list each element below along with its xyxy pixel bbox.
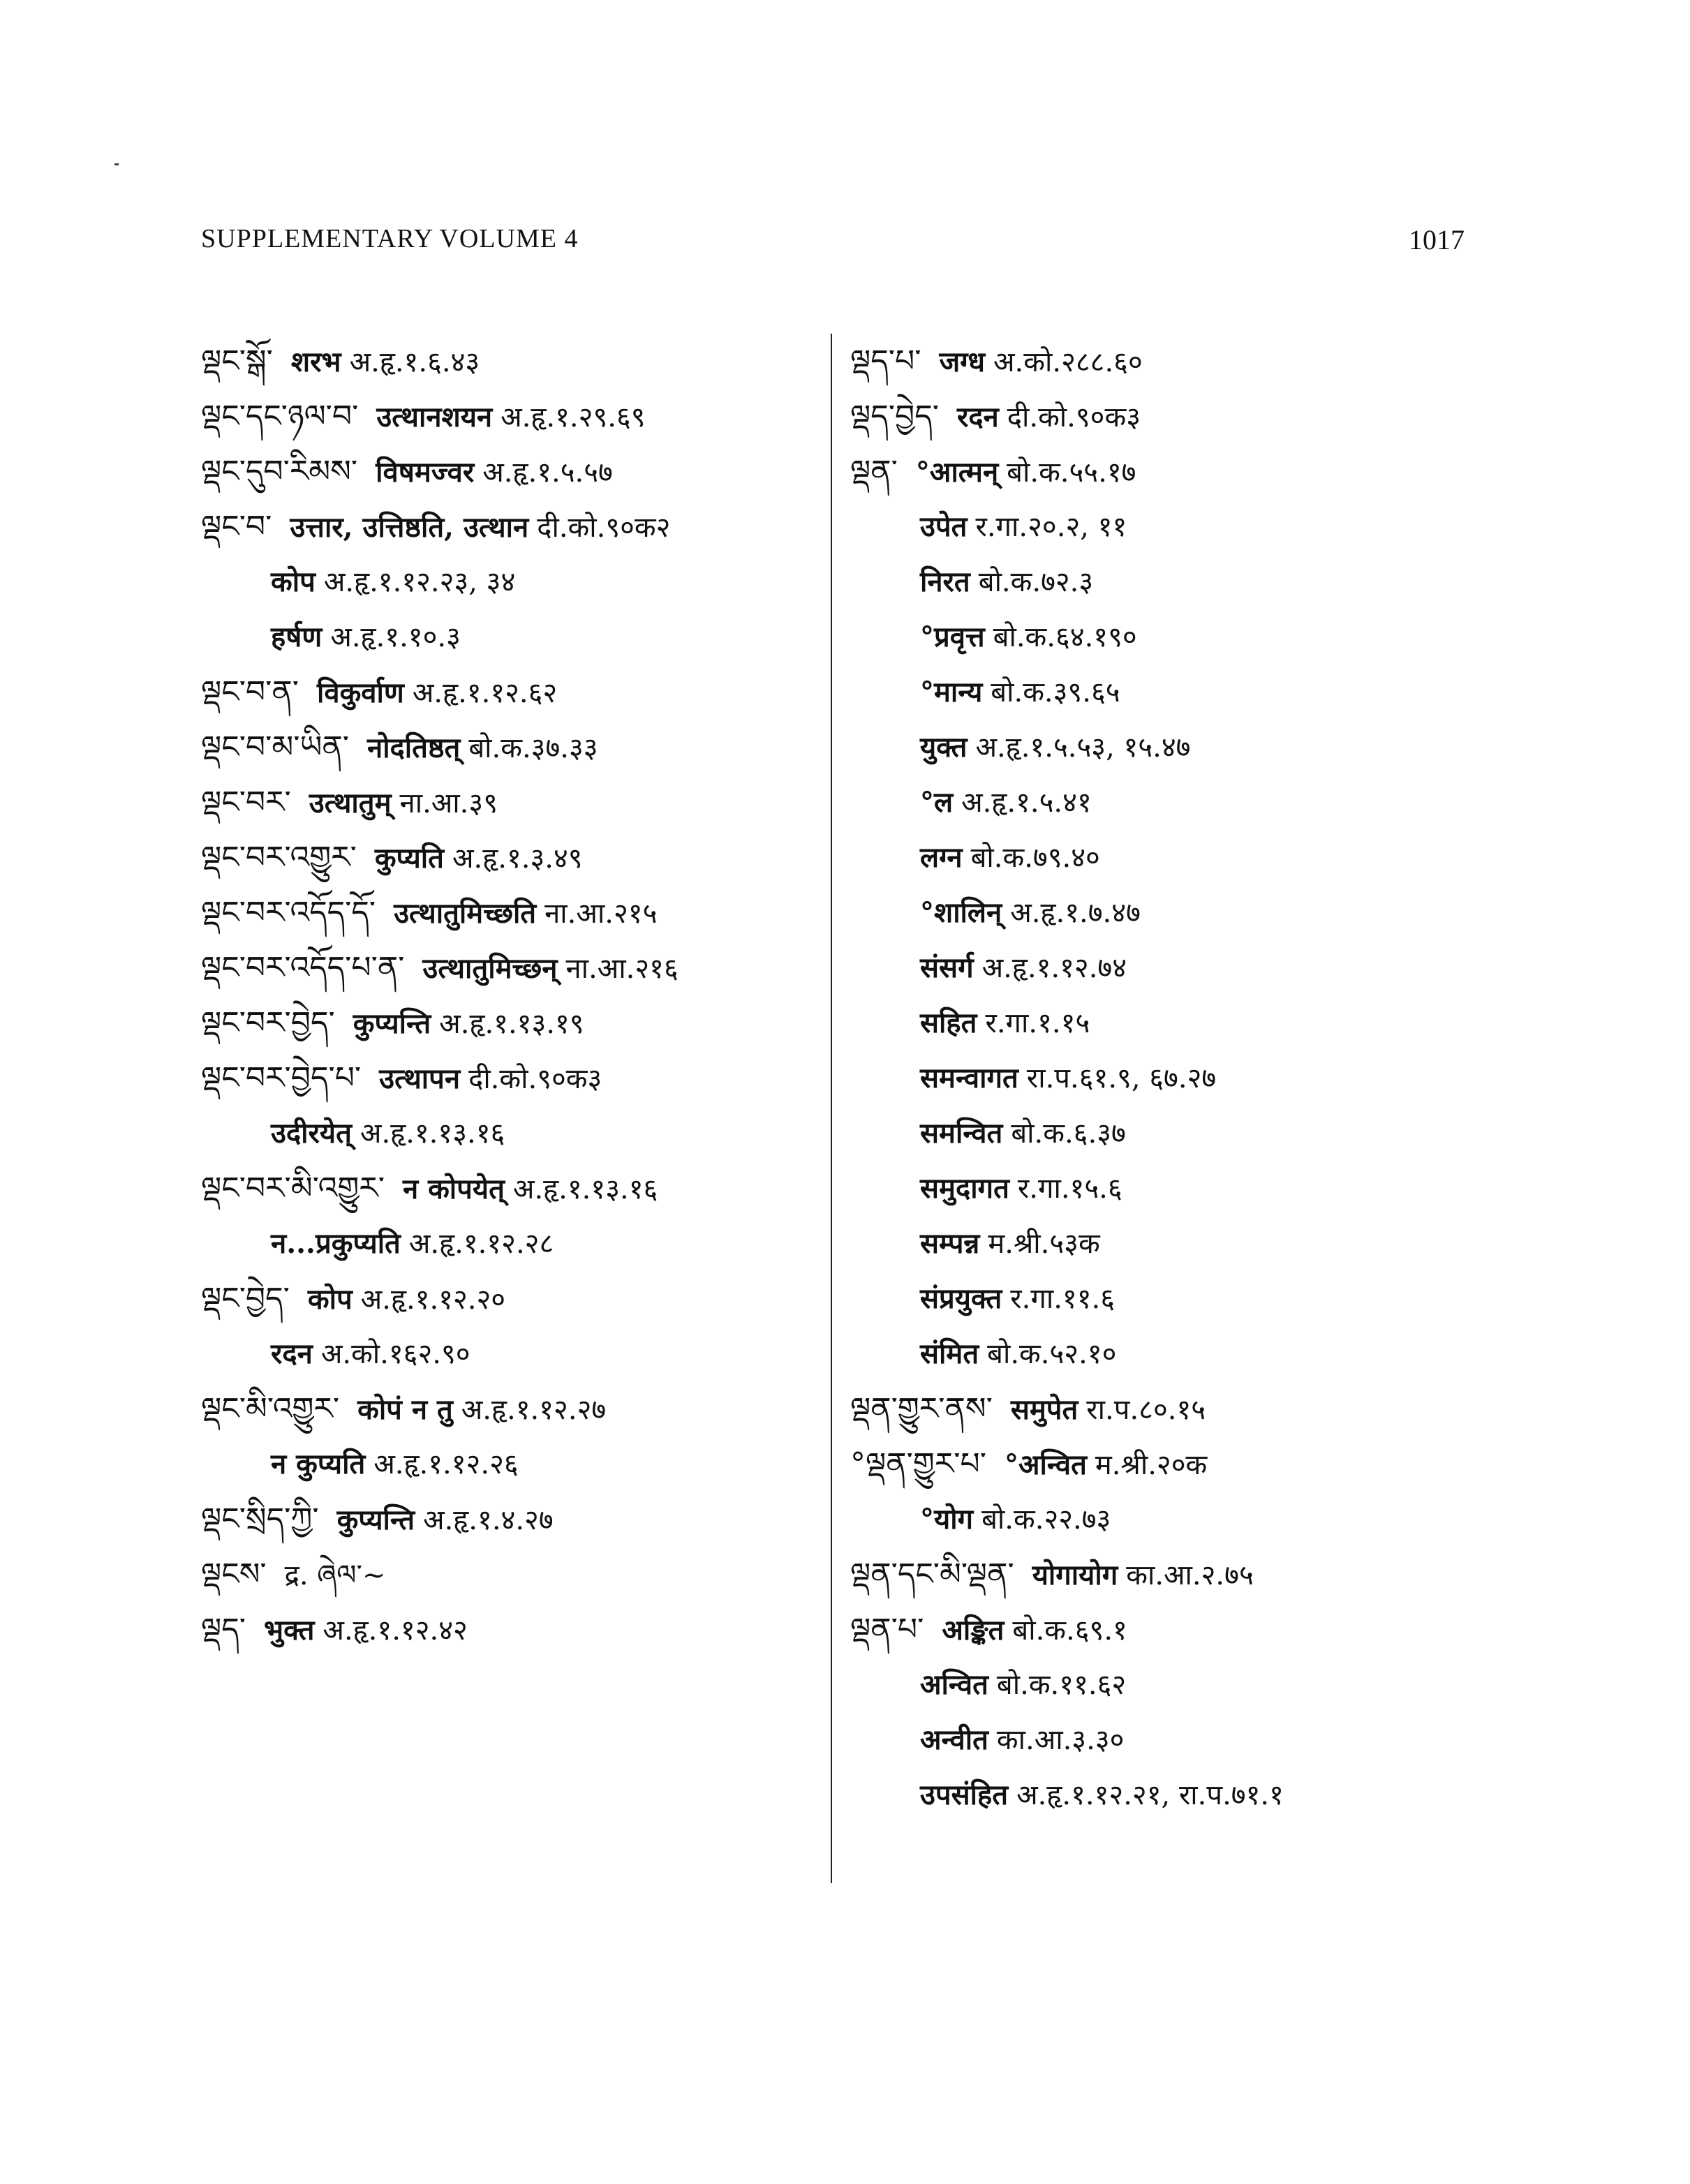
sanskrit-term: °प्रवृत्त <box>920 621 985 653</box>
sanskrit-term: उपसंहित <box>920 1778 1009 1811</box>
source-reference: अ.हृ.१.५.४१ <box>961 787 1092 819</box>
source-reference: र.गा.१५.६ <box>1017 1173 1122 1205</box>
dictionary-entry <box>201 1492 829 1547</box>
sub-entry <box>850 1657 1478 1712</box>
source-reference: अ.हृ.१.३.४९ <box>452 842 583 875</box>
sanskrit-term: उत्थातुम् <box>309 787 392 819</box>
source-reference: अ.हृ.१.१२.६२ <box>412 677 558 709</box>
source-reference: ना.आ.२१५ <box>544 898 658 930</box>
sub-entry <box>850 1326 1478 1381</box>
dictionary-entry <box>201 389 829 444</box>
source-reference: अ.हृ.१.१३.१६ <box>512 1173 658 1205</box>
sanskrit-term: समुपेत <box>1010 1393 1079 1426</box>
tibetan-headword: ལྡང་བྱེད་ <box>201 1281 290 1316</box>
source-reference: बो.क.६४.१९० <box>993 621 1137 653</box>
tibetan-headword: ལྡང་དུབ་རིམས་ <box>201 454 358 489</box>
source-reference: अ.हृ.१.२९.६९ <box>501 401 646 433</box>
sub-entry <box>850 554 1478 609</box>
source-reference: बो.क.३९.६५ <box>991 676 1120 708</box>
sub-entry <box>201 554 829 609</box>
sanskrit-term: कुप्यति <box>374 842 444 875</box>
sanskrit-term: समन्वागत <box>920 1062 1018 1094</box>
source-reference: अ.हृ.१.१२.२० <box>360 1284 506 1316</box>
sub-entry <box>850 664 1478 720</box>
source-reference: का.आ.२.७५ <box>1126 1559 1254 1591</box>
sub-entry <box>850 1050 1478 1106</box>
tibetan-headword: ལྡན་པ་ <box>850 1612 924 1647</box>
dictionary-entry <box>201 334 829 389</box>
source-reference: ना.आ.२१६ <box>565 953 679 985</box>
sanskrit-term: कुप्यन्ति <box>353 1007 431 1040</box>
source-reference: र.गा.२०.२, ११ <box>975 511 1127 543</box>
sub-entry <box>201 1106 829 1161</box>
sanskrit-term: हर्षण <box>271 621 323 653</box>
sanskrit-term: उदीरयेत् <box>271 1117 352 1150</box>
tibetan-headword: °ལྡན་གྱུར་པ་ <box>850 1446 986 1482</box>
sanskrit-term: कोप <box>271 565 316 598</box>
dictionary-entry <box>850 444 1478 499</box>
sub-entry <box>201 1436 829 1492</box>
tibetan-headword: ལྡང་བར་མི་འགྱུར་ <box>201 1171 385 1206</box>
left-column <box>201 334 829 1657</box>
tibetan-headword: ལྡང་བར་འདོད་པ་ན་ <box>201 950 405 986</box>
tibetan-headword: ལྡང་སྒོ་ <box>201 343 273 379</box>
source-reference: अ.हृ.१.१३.१६ <box>360 1117 505 1150</box>
sanskrit-term: सम्पन्न <box>920 1227 980 1260</box>
sanskrit-term: शरभ <box>290 346 341 378</box>
source-reference: रा.प.६१.९, ६७.२७ <box>1026 1062 1217 1094</box>
dictionary-entry <box>850 1436 1478 1492</box>
sub-entry <box>850 995 1478 1050</box>
source-reference: अ.हृ.१.५.५७ <box>482 456 613 489</box>
source-reference: बो.क.३७.३३ <box>468 732 598 764</box>
sub-entry <box>850 499 1478 554</box>
sanskrit-term: उत्तार, उत्तिष्ठति, उत्थान <box>290 511 529 544</box>
sub-entry <box>850 609 1478 664</box>
sub-entry <box>850 1492 1478 1547</box>
sanskrit-term: समुदागत <box>920 1172 1009 1205</box>
tibetan-headword: ལྡང་བ་ <box>201 509 272 544</box>
sanskrit-term: विषमज्वर <box>376 456 475 489</box>
tibetan-headword: ལྡད་བྱེད་ <box>850 399 939 434</box>
sanskrit-term: कुप्यन्ति <box>336 1503 415 1536</box>
sanskrit-term: न कुप्यति <box>271 1448 366 1480</box>
source-reference: अ.को.१६२.९० <box>320 1338 470 1370</box>
dictionary-entry <box>201 775 829 830</box>
source-reference: अ.हृ.१.१२.२३, ३४ <box>323 566 516 598</box>
dictionary-entry <box>201 720 829 775</box>
source-reference: अ.हृ.१.६.४३ <box>349 346 480 378</box>
source-reference: बो.क.६.३७ <box>1011 1117 1126 1150</box>
source-reference: र.गा.११.६ <box>1010 1283 1115 1315</box>
sub-entry <box>850 775 1478 830</box>
source-reference: अ.हृ.१.१२.२७ <box>461 1394 607 1426</box>
source-reference: बो.क.५२.१० <box>987 1338 1117 1370</box>
sanskrit-term: अन्वित <box>920 1668 988 1701</box>
dictionary-entry <box>201 664 829 720</box>
sanskrit-term: भुक्त <box>264 1614 315 1647</box>
source-reference: अ.हृ.१.१२.२८ <box>408 1228 554 1260</box>
sanskrit-term: उपेत <box>920 510 968 543</box>
source-reference: का.आ.३.३० <box>996 1724 1125 1756</box>
sub-entry <box>850 1271 1478 1326</box>
sub-entry <box>201 609 829 664</box>
sub-entry <box>850 1216 1478 1271</box>
source-reference: बो.क.२२.७३ <box>981 1503 1111 1536</box>
tibetan-headword: ལྡང་བ་ན་ <box>201 674 299 710</box>
dictionary-entry <box>201 1547 829 1602</box>
sanskrit-term: कोप <box>307 1283 353 1316</box>
sanskrit-term: °ल <box>920 786 954 819</box>
sanskrit-term: न...प्रकुप्यति <box>271 1227 401 1260</box>
source-reference: अ.हृ.१.१२.२६ <box>373 1448 519 1480</box>
sub-entry <box>201 1326 829 1381</box>
sub-entry <box>850 1712 1478 1767</box>
tibetan-headword: ལྡང་བར་ <box>201 785 291 820</box>
source-reference: बो.क.७९.४० <box>970 842 1100 874</box>
sub-entry <box>850 1106 1478 1161</box>
source-reference: रा.प.८०.१५ <box>1086 1394 1206 1426</box>
sub-entry <box>850 1161 1478 1216</box>
dictionary-entry <box>201 1050 829 1106</box>
right-column <box>850 334 1478 1822</box>
sanskrit-term: संसर्ग <box>920 951 974 984</box>
sanskrit-term: संप्रयुक्त <box>920 1282 1002 1315</box>
page-number: 1017 <box>1409 224 1465 255</box>
sanskrit-term: सहित <box>920 1006 977 1039</box>
dictionary-entry <box>201 885 829 940</box>
tibetan-headword: ལྡན་དང་མི་ལྡན་ <box>850 1557 1014 1592</box>
tibetan-headword: ལྡང་མི་འགྱུར་ <box>201 1391 340 1427</box>
dictionary-entry <box>201 444 829 499</box>
tibetan-headword: ལྡན་ <box>850 454 898 489</box>
source-reference: अ.हृ.१.१३.१९ <box>439 1008 584 1040</box>
tibetan-headword: ལྡད་ <box>201 1612 246 1647</box>
dictionary-entry <box>201 1271 829 1326</box>
source-reference: अ.हृ.१.५.५३, १५.४७ <box>975 731 1191 764</box>
sanskrit-term: जग्ध <box>939 346 985 378</box>
sanskrit-term: विकुर्वाण <box>316 676 404 709</box>
source-reference: म.श्री.२०क <box>1095 1449 1208 1481</box>
sanskrit-term: अन्वीत <box>920 1723 988 1756</box>
sanskrit-term: रदन <box>956 401 999 433</box>
source-reference: अ.हृ.१.४.२७ <box>423 1504 554 1536</box>
tibetan-headword: ལྡད་པ་ <box>850 343 921 379</box>
column-divider <box>831 334 832 1883</box>
source-reference: बो.क.११.६२ <box>996 1669 1127 1701</box>
source-reference: बो.क.६९.१ <box>1012 1614 1127 1647</box>
tibetan-headword: ལྡང་སྲིད་ཀྱི་ <box>201 1501 319 1537</box>
dictionary-entry <box>201 1161 829 1216</box>
dictionary-entry <box>201 830 829 885</box>
source-reference: अ.हृ.१.१०.३ <box>330 621 461 653</box>
sub-entry <box>850 885 1478 940</box>
sanskrit-term: न कोपयेत् <box>402 1173 505 1205</box>
sanskrit-term: समन्वित <box>920 1117 1003 1150</box>
dictionary-entry <box>201 1381 829 1436</box>
dictionary-entry <box>201 1602 829 1657</box>
sanskrit-term: उत्थानशयन <box>376 401 493 433</box>
source-reference: अ.हृ.१.१२.४२ <box>323 1614 468 1647</box>
tibetan-headword: ལྡངས་ <box>201 1557 267 1592</box>
tibetan-headword: ལྡང་བར་བྱེད་ <box>201 1005 335 1041</box>
tibetan-headword: ལྡང་བར་འགྱུར་ <box>201 840 357 875</box>
sanskrit-term: उत्थापन <box>379 1062 461 1095</box>
sanskrit-term: कोपं न तु <box>357 1393 453 1426</box>
sanskrit-term: नोदतिष्ठत् <box>367 731 461 764</box>
sanskrit-term: °अन्वित <box>1004 1448 1087 1481</box>
sanskrit-term: रदन <box>271 1337 313 1370</box>
sanskrit-term: अङ्कित <box>942 1614 1005 1647</box>
source-reference: दी.को.९०क३ <box>1007 401 1141 433</box>
sanskrit-term: संमित <box>920 1337 979 1370</box>
tibetan-headword: ལྡང་བར་བྱེད་པ་ <box>201 1060 362 1096</box>
sanskrit-term: युक्त <box>920 731 968 764</box>
sub-entry <box>850 940 1478 995</box>
source-reference: अ.को.२८८.६० <box>993 346 1143 378</box>
sanskrit-term: उत्थातुमिच्छन् <box>422 952 558 985</box>
sub-entry <box>850 720 1478 775</box>
sanskrit-term: लग्न <box>920 841 963 874</box>
sub-entry <box>201 1216 829 1271</box>
source-reference: अ.हृ.१.१२.२१, रा.प.७१.१ <box>1016 1779 1284 1811</box>
sub-entry <box>850 1767 1478 1822</box>
sanskrit-term: °आत्मन् <box>915 456 999 489</box>
dictionary-entry <box>201 995 829 1050</box>
sanskrit-term: °योग <box>920 1503 974 1536</box>
sub-entry <box>850 830 1478 885</box>
scan-speck <box>114 163 119 165</box>
source-reference: र.गा.१.१५ <box>985 1007 1090 1039</box>
tibetan-headword: ལྡང་དང་ཉལ་བ་ <box>201 399 359 434</box>
source-reference: बो.क.७२.३ <box>978 566 1094 598</box>
source-reference: द्र. ཞེལ་~ <box>284 1559 386 1591</box>
dictionary-entry <box>201 499 829 554</box>
tibetan-headword: ལྡང་བར་འདོད་དོ་ <box>201 895 376 930</box>
sanskrit-term: निरत <box>920 565 970 598</box>
source-reference: दी.को.९०क२ <box>537 512 671 544</box>
tibetan-headword: ལྡན་གྱུར་ནས་ <box>850 1391 993 1427</box>
tibetan-headword: ལྡང་བ་མ་ཡིན་ <box>201 729 349 765</box>
source-reference: अ.हृ.१.१२.७४ <box>981 952 1127 984</box>
dictionary-entry <box>850 1381 1478 1436</box>
dictionary-entry <box>850 389 1478 444</box>
sanskrit-term: °मान्य <box>920 676 983 708</box>
dictionary-entry <box>201 940 829 995</box>
source-reference: ना.आ.३९ <box>399 787 498 819</box>
sanskrit-term: योगायोग <box>1032 1559 1118 1591</box>
source-reference: म.श्री.५३क <box>988 1228 1100 1260</box>
dictionary-entry <box>850 334 1478 389</box>
dictionary-entry <box>850 1602 1478 1657</box>
source-reference: अ.हृ.१.७.४७ <box>1010 897 1141 929</box>
running-header: SUPPLEMENTARY VOLUME 4 <box>201 224 579 253</box>
dictionary-entry <box>850 1547 1478 1602</box>
sanskrit-term: उत्थातुमिच्छति <box>394 897 537 930</box>
source-reference: दी.को.९०क३ <box>468 1063 602 1095</box>
source-reference: बो.क.५५.१७ <box>1007 456 1136 489</box>
sanskrit-term: °शालिन् <box>920 896 1002 929</box>
